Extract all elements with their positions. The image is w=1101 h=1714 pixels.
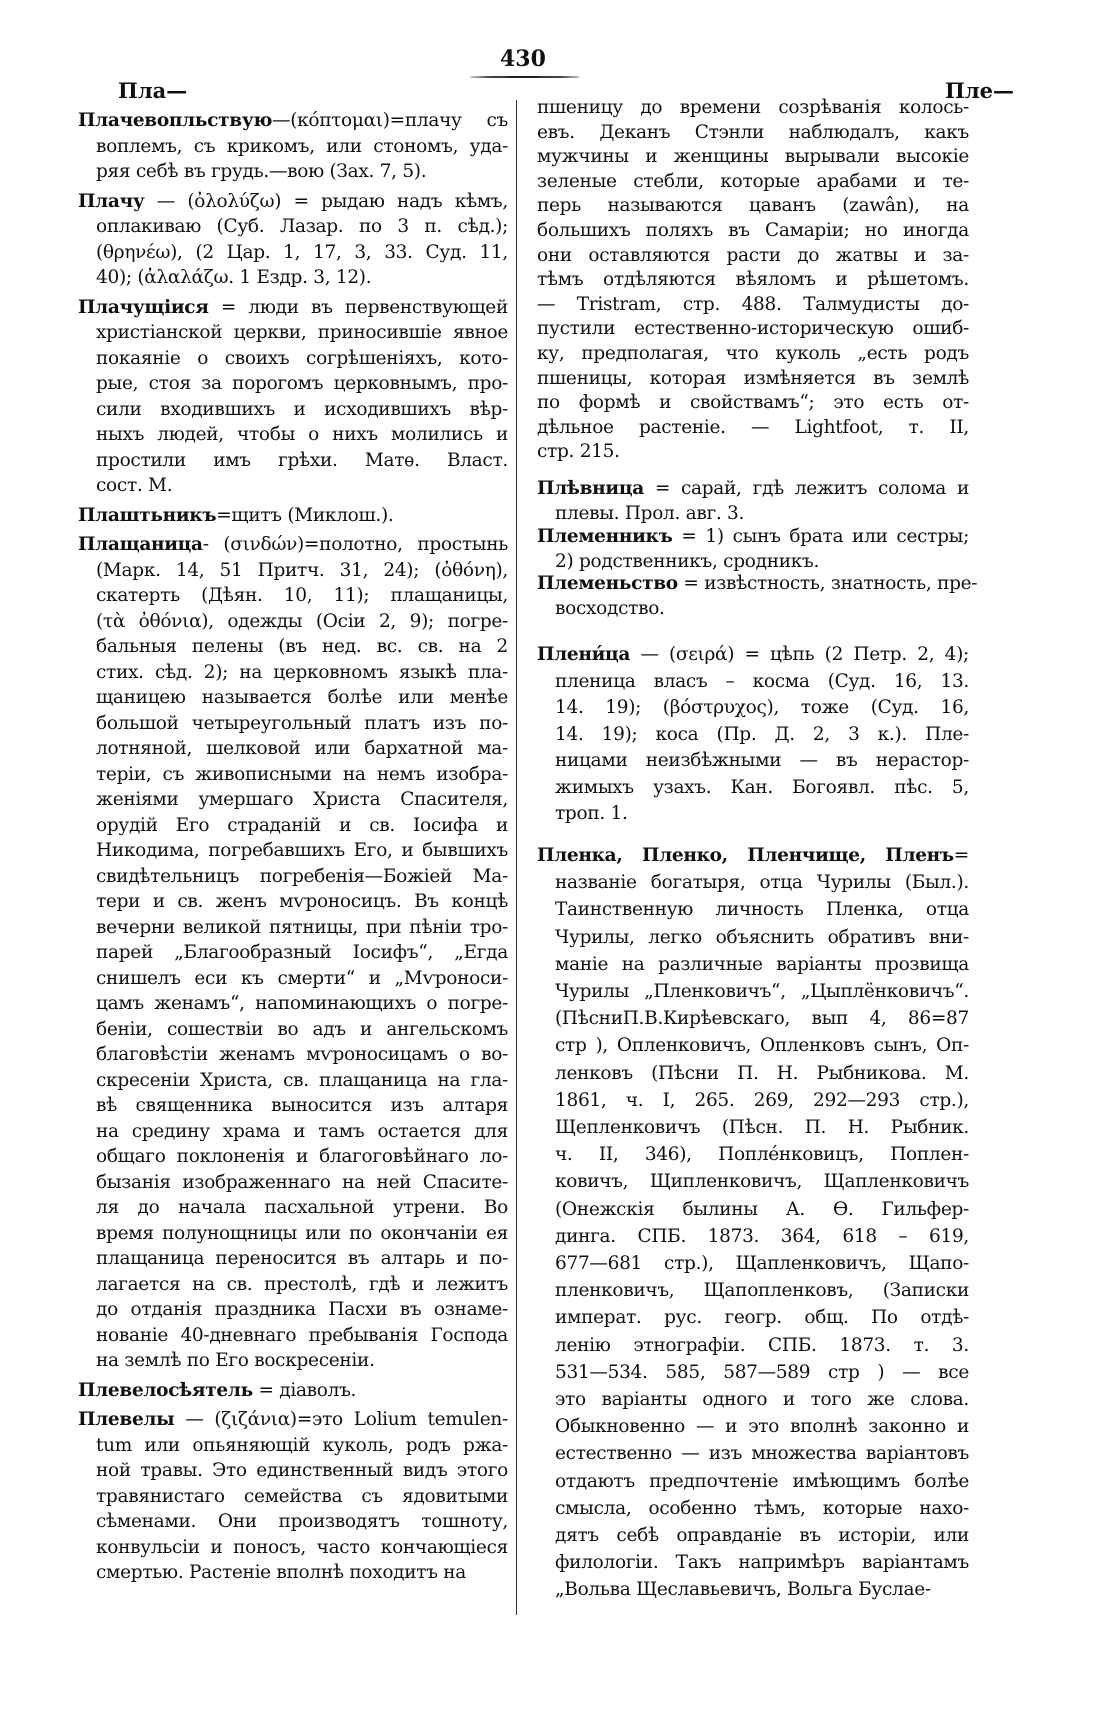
entry-line — [78, 991, 508, 1017]
entry-text: воплемъ, съ крикомъ, или стономъ, уда- — [96, 135, 508, 157]
entry-text: на средину храма и тамъ остается для — [96, 1120, 508, 1142]
headword: Плачущіися — [78, 296, 209, 318]
entry-text: парей „Благообразный Іосифъ“, „Егда — [96, 942, 508, 963]
entry-line — [537, 1468, 969, 1495]
entry-line — [537, 924, 969, 951]
entry-line — [537, 477, 969, 502]
entry-line — [78, 1170, 508, 1196]
dictionary-entry — [78, 189, 508, 291]
entry-text: время полунощницы или по окончаніи ея — [96, 1222, 508, 1244]
entry-line — [537, 1359, 969, 1386]
entry-text: стр ), Опленковичъ, Опленковъ сынъ, Оп- — [555, 1035, 969, 1057]
entry-text: нованіе 40-дневнаго пребыванія Господа — [96, 1324, 508, 1346]
entry-line — [78, 1272, 508, 1298]
entry-text: пленковичъ, Щапопленковъ, (Записки — [555, 1280, 969, 1302]
entry-text: ленковъ (Пѣсни П. Н. Рыбникова. М. — [555, 1062, 969, 1084]
entry-line — [78, 532, 508, 558]
entry-text: большой четыреугольный платъ изъ по- — [96, 712, 508, 734]
entry-line — [537, 896, 969, 923]
entry-text: Таинственную личность Пленка, отца — [555, 899, 969, 921]
entry-text: стих. сѣд. 2); на церковномъ языкѣ пла- — [96, 661, 508, 683]
entry-line — [537, 1413, 969, 1440]
entry-line — [537, 244, 969, 269]
entry-line — [537, 1196, 969, 1223]
entry-text: (θρηνέω), (2 Цар. 1, 17, 3, 33. Суд. 11, — [96, 241, 508, 263]
entry-line — [537, 525, 969, 550]
entry-line — [78, 189, 508, 215]
dictionary-entry — [78, 1378, 508, 1404]
entry-text: орудій Его страданій и св. Іосифа и — [96, 814, 508, 836]
entry-line — [537, 748, 969, 775]
entry-text: ныхъ людей, чтобы о нихъ молились и — [96, 424, 508, 445]
entry-text: восходство. — [555, 597, 665, 619]
entry-line — [537, 121, 969, 146]
headword: Пленка, Пленко, Пленчище, Пленъ — [537, 845, 954, 866]
entry-line — [78, 1195, 508, 1221]
entry-text: благовѣстіи женамъ мѵроносицамъ о во- — [96, 1044, 508, 1065]
entry-text: (ПѣсниП.В.Кирѣевскаго, вып 4, 86=87 — [555, 1008, 969, 1030]
entry-line — [78, 371, 508, 397]
entry-text: =щитъ (Миклош.). — [216, 504, 394, 526]
entry-line — [537, 1114, 969, 1141]
entry-line — [78, 320, 508, 346]
entry-line — [78, 1221, 508, 1247]
entry-text: смысла, особенно тѣмъ, которые нахо- — [555, 1497, 969, 1519]
entry-text: „Вольва Щеславьевичъ, Вольга Буслае- — [555, 1579, 931, 1601]
entry-text: беніи, сошествіи во адъ и ангельскомъ — [96, 1018, 508, 1040]
entry-text: пленица власъ – косма (Суд. 16, 13. — [555, 670, 969, 692]
entry-line — [537, 1223, 969, 1250]
entry-line — [78, 1144, 508, 1170]
entry-line — [537, 801, 969, 828]
entry-text: теріи, съ живописными на немъ изобра- — [96, 763, 508, 785]
entry-line — [78, 558, 508, 584]
column-divider — [516, 100, 517, 1615]
entry-text: 677—681 стр.), Щапленковичъ, Щапо- — [555, 1253, 969, 1275]
entry-text: императ. рус. геогр. общ. По отдѣ- — [555, 1307, 969, 1329]
entry-text: общаго поклоненія и благоговѣйнаго ло- — [96, 1146, 508, 1167]
entry-text: = сарай, гдѣ лежитъ солома и — [643, 478, 969, 499]
entry-line — [537, 642, 969, 669]
entry-text: = — [953, 845, 969, 866]
entry-text: скресеніи Христа, св. плащаница на гла- — [96, 1069, 508, 1091]
entry-line — [537, 669, 969, 696]
entry-line — [537, 1576, 969, 1603]
entry-text: лотняной, шелковой или бархатной ма- — [96, 738, 508, 759]
headword: Плащаница — [78, 534, 203, 555]
entry-text: жимыхъ узахъ. Кан. Богоявл. пѣс. 5, — [555, 776, 969, 798]
entry-line — [537, 268, 969, 293]
entry-text: = извѣстность, знатность, пре- — [677, 573, 978, 594]
entry-text: филологіи. Такъ напримѣръ варіантамъ — [555, 1552, 969, 1574]
headword: Плевелы — [78, 1409, 175, 1430]
entry-line — [537, 572, 978, 597]
entry-text: = 1) сынъ брата или сестры; — [672, 526, 969, 547]
entry-text: простили имъ грѣхи. Матѳ. Власт. — [96, 449, 508, 471]
entry-line — [78, 1348, 508, 1374]
page-number-rule — [470, 76, 580, 78]
entry-text: перь называются цаванъ (zawân), на — [537, 195, 969, 217]
entry-line — [537, 342, 969, 367]
dictionary-entry — [78, 503, 508, 529]
entry-line — [537, 722, 969, 749]
entry-line — [78, 1560, 508, 1586]
entry-line — [537, 550, 969, 575]
entry-text: христіанской церкви, приносившіе явное — [96, 322, 508, 343]
entry-text: отдаютъ предпочтеніе имѣющимъ болѣе — [555, 1470, 969, 1492]
dictionary-entry — [78, 532, 508, 1374]
dictionary-entry — [78, 108, 508, 185]
entry-text: маніе на различные варіанты прозвища — [555, 953, 969, 975]
entry-line — [78, 838, 508, 864]
entry-text: — Tristram, стр. 488. Талмудисты до- — [537, 293, 969, 315]
entry-text: это варіанты одного и того же слова. — [555, 1389, 969, 1411]
entry-line — [78, 583, 508, 609]
entry-line — [78, 346, 508, 372]
entry-text: ковичъ, Щипленковичъ, Щапленковичъ — [555, 1171, 969, 1193]
entry-text: смертью. Растеніе вполнѣ походитъ на — [96, 1562, 467, 1583]
entry-text: названіе богатыря, отца Чурилы (Был.). — [555, 872, 969, 894]
entry-text: Чурилы „Пленковичъ“, „Цыплёнковичъ“. — [555, 981, 969, 1003]
entry-text: плащаница переносится въ алтарь и по- — [96, 1248, 508, 1269]
entry-text: 1861, ч. I, 265. 269, 292—293 стр.), — [555, 1089, 969, 1111]
entry-line — [537, 145, 969, 170]
entry-line — [78, 660, 508, 686]
entry-line — [78, 1093, 508, 1119]
entry-text: пшеницы, которая измѣняется въ землѣ — [537, 367, 969, 389]
entry-line — [78, 762, 508, 788]
entry-line — [78, 1017, 508, 1043]
entry-text: рые, стоя за порогомъ церковнымъ, про- — [96, 373, 508, 394]
entry-text: ряя себѣ въ грудь.—вою (Зах. 7, 5). — [96, 161, 427, 182]
entry-line — [537, 1277, 969, 1304]
headword: Плѣвница — [537, 478, 644, 499]
entry-text: ч. II, 346), Попле́нковицъ, Поплен- — [555, 1144, 969, 1166]
entry-text: по формѣ и свойствамъ“; это есть от- — [537, 392, 969, 414]
entry-text: ницами неизбѣжными — въ нерастор- — [555, 750, 969, 771]
entry-line — [78, 397, 508, 423]
entry-text: троп. 1. — [555, 803, 628, 824]
entry-line — [78, 265, 508, 291]
entry-line — [78, 159, 508, 185]
entry-line — [537, 1522, 969, 1549]
entry-text: — (σειρά) = цѣпь (2 Петр. 2, 4); — [630, 644, 969, 665]
entry-text: Щепленковичъ (Пѣсн. П. Н. Рыбник. — [555, 1117, 969, 1139]
entry-text: = діаволъ. — [252, 1379, 357, 1401]
entry-line — [537, 416, 969, 441]
entry-line — [78, 889, 508, 915]
entry-line — [537, 1087, 969, 1114]
headword: Плаштьникъ — [78, 504, 217, 526]
entry-text: (Онежскія былины А. Ѳ. Гильфер- — [555, 1198, 969, 1220]
entry-line — [78, 240, 508, 266]
entry-line — [537, 1141, 969, 1168]
entry-text: скатерть (Дѣян. 10, 11); плащаницы, — [96, 585, 508, 606]
entry-line — [78, 915, 508, 941]
entry-line — [78, 134, 508, 160]
entry-text: (τὰ ὀθόνια), одежды (Осіи 2, 9); погре- — [96, 610, 508, 632]
entry-line — [537, 1032, 969, 1059]
entry-text: Чурилы, легко объяснить обративъ вни- — [555, 926, 969, 948]
entry-text: свидѣтельницъ погребенія—Божіей Ма- — [96, 865, 508, 887]
entry-text: лагается на св. престолѣ, гдѣ и лежитъ — [96, 1273, 508, 1295]
dictionary-entry — [537, 477, 969, 526]
dictionary-entry — [537, 525, 969, 574]
entry-line — [537, 869, 969, 896]
entry-text: оплакиваю (Суб. Лазар. по 3 п. сѣд.); — [96, 216, 508, 237]
entry-text: снишелъ еси къ смерти“ и „Мѵроноси- — [96, 967, 508, 989]
entry-continuation — [537, 96, 969, 465]
entry-text: евъ. Деканъ Стэнли наблюдалъ, какъ — [537, 121, 969, 143]
entry-text: бызанія изображеннаго на ней Спасите- — [96, 1171, 508, 1193]
dictionary-entry — [78, 295, 508, 499]
entry-line — [537, 1168, 969, 1195]
entry-line — [537, 317, 969, 342]
entry-line — [537, 96, 969, 121]
entry-text: пшеницу до времени созрѣванія колось- — [537, 97, 969, 118]
entry-text: мужчины и женщины вырывали высокіе — [537, 146, 969, 168]
entry-text: естественно — изъ множества варіантовъ — [555, 1443, 969, 1465]
entry-line — [537, 842, 969, 869]
entry-text: 2) родственникъ, сродникъ. — [555, 550, 820, 572]
entry-line — [537, 219, 969, 244]
headword: Плачу — [78, 190, 145, 212]
entry-line — [537, 502, 969, 527]
entry-line — [78, 634, 508, 660]
entry-line — [537, 440, 969, 465]
entry-line — [78, 1119, 508, 1145]
entry-text: сѣменами. Они производятъ тошноту, — [96, 1511, 508, 1532]
entry-text: тери и св. женъ мѵроносицъ. Въ концѣ — [96, 891, 508, 912]
entry-line — [78, 1509, 508, 1535]
entry-line — [78, 966, 508, 992]
entry-line — [537, 1250, 969, 1277]
entry-line — [78, 736, 508, 762]
entry-text: щаницею называется болѣе или менѣе — [96, 687, 508, 708]
left-running-head: Пла— — [118, 78, 188, 103]
right-running-head: Пле— — [945, 78, 1014, 103]
entry-text: 531—534. 585, 587—589 стр ) — все — [555, 1361, 969, 1383]
entry-text: Никодима, погребавшихъ Его, и бывшихъ — [96, 840, 508, 861]
entry-line — [78, 108, 508, 134]
entry-line — [78, 1458, 508, 1484]
entry-line — [78, 609, 508, 635]
entry-text: 40); (ἀλαλάζω. 1 Ездр. 3, 12). — [96, 267, 372, 288]
entry-text: ленію этнографіи. СПБ. 1873. т. 3. — [555, 1334, 969, 1356]
entry-text: сост. М. — [96, 475, 173, 496]
dictionary-entry — [537, 642, 969, 828]
entry-line — [537, 391, 969, 416]
entry-text: вѣ священника выносится изъ алтаря — [96, 1095, 508, 1116]
headword: Плевелосѣятель — [78, 1379, 253, 1401]
entry-text: - (σινδών)=полотно, простынь — [202, 534, 508, 555]
entry-text: 14. 19); (βόστρυχος), тоже (Суд. 16, — [555, 697, 969, 718]
dictionary-entry — [537, 842, 969, 1604]
entry-line — [537, 951, 969, 978]
entry-line — [537, 170, 969, 195]
entry-line — [537, 1332, 969, 1359]
entry-line — [537, 1304, 969, 1331]
entry-line — [78, 1068, 508, 1094]
entry-text: tum или опьяняющій куколь, родъ ржа- — [96, 1434, 508, 1456]
entry-text: до отданія праздника Пасхи въ ознаме- — [96, 1299, 508, 1320]
entry-line — [78, 503, 508, 529]
entry-line — [78, 214, 508, 240]
entry-line — [78, 422, 508, 448]
entry-line — [78, 711, 508, 737]
entry-text: —(κόπτομαι)=плачу съ — [272, 110, 508, 131]
entry-text: = люди въ первенствующей — [208, 296, 508, 318]
entry-text: (Марк. 14, 51 Притч. 31, 24); (ὀθόνη), — [96, 559, 508, 581]
entry-text: они оставляются расти до жатвы и за- — [537, 244, 969, 266]
page-number: 430 — [500, 46, 546, 72]
headword: Племенникъ — [537, 526, 673, 547]
entry-line — [78, 940, 508, 966]
entry-text: — (ὀλολύζω) = рыдаю надъ кѣмъ, — [144, 190, 508, 212]
entry-line — [78, 864, 508, 890]
headword: Плачевопльствую — [78, 110, 273, 131]
entry-line — [537, 597, 969, 622]
entry-text: ной травы. Это единственный видъ этого — [96, 1460, 508, 1481]
entry-line — [78, 1378, 508, 1404]
entry-line — [78, 1042, 508, 1068]
entry-line — [537, 775, 969, 802]
entry-text: бальныя пелены (въ нед. вс. св. на 2 — [96, 636, 508, 657]
entry-text: — (ζιζάνια)=это Lolium temulen- — [174, 1409, 508, 1430]
entry-text: стр. 215. — [537, 441, 620, 463]
entry-line — [78, 1484, 508, 1510]
entry-line — [78, 1407, 508, 1433]
entry-text: ля до начала пасхальной утрени. Во — [96, 1197, 508, 1218]
entry-text: сили входившихъ и исходившихъ вѣр- — [96, 398, 508, 420]
entry-line — [537, 367, 969, 392]
entry-text: пустили естественно-историческую ошиб- — [537, 318, 969, 340]
entry-text: 14. 19); коса (Пр. Д. 2, 3 к.). Пле- — [555, 723, 969, 745]
headword: Племеньство — [537, 573, 678, 594]
entry-text: покаяніе о своихъ согрѣшеніяхъ, кото- — [96, 347, 508, 369]
entry-text: вечерни великой пятницы, при пѣніи тро- — [96, 916, 508, 938]
entry-text: травянистаго семейства съ ядовитыми — [96, 1485, 508, 1507]
entry-line — [537, 1495, 969, 1522]
entry-text: дятъ себѣ оправданіе въ исторіи, или — [555, 1525, 969, 1547]
entry-text: женіями умершаго Христа Спасителя, — [96, 789, 508, 810]
entry-line — [537, 1005, 969, 1032]
entry-line — [78, 813, 508, 839]
dictionary-entry — [78, 1407, 508, 1586]
entry-line — [537, 978, 969, 1005]
entry-line — [78, 1297, 508, 1323]
entry-line — [537, 293, 969, 318]
entry-line — [78, 295, 508, 321]
dictionary-entry — [537, 572, 978, 621]
entry-text: Обыкновенно — и это вполнѣ законно и — [555, 1416, 969, 1438]
entry-text: на землѣ по Его воскресеніи. — [96, 1350, 375, 1371]
entry-line — [78, 1323, 508, 1349]
entry-line — [78, 1246, 508, 1272]
entry-line — [78, 787, 508, 813]
entry-line — [537, 1060, 969, 1087]
entry-line — [537, 1440, 969, 1467]
entry-text: тѣмъ отдѣляются вѣяломъ и рѣшетомъ. — [537, 269, 969, 291]
headword: Плени́ца — [537, 644, 631, 665]
entry-line — [537, 1386, 969, 1413]
entry-text: динга. СПБ. 1873. 364, 618 – 619, — [555, 1225, 969, 1247]
entry-line — [537, 194, 969, 219]
entry-text: зеленые стебли, которые арабами и те- — [537, 170, 969, 192]
left-column — [78, 108, 508, 1590]
entry-text: дѣльное растеніе. — Lightfoot, т. II, — [537, 416, 969, 438]
entry-line — [537, 1549, 969, 1576]
entry-text: конвульсіи и поносъ, часто кончающіеся — [96, 1536, 508, 1558]
entry-text: плевы. Прол. авг. 3. — [555, 502, 745, 524]
entry-text: ку, предполагая, что куколь „есть родъ — [537, 342, 969, 364]
entry-line — [78, 685, 508, 711]
entry-line — [78, 1433, 508, 1459]
entry-line — [537, 695, 969, 722]
entry-line — [78, 473, 508, 499]
entry-line — [78, 1535, 508, 1561]
entry-line — [78, 448, 508, 474]
entry-text: цамъ женамъ“, напоминающихъ о погре- — [96, 993, 508, 1014]
entry-text: большихъ поляхъ въ Самаріи; но иногда — [537, 219, 969, 241]
